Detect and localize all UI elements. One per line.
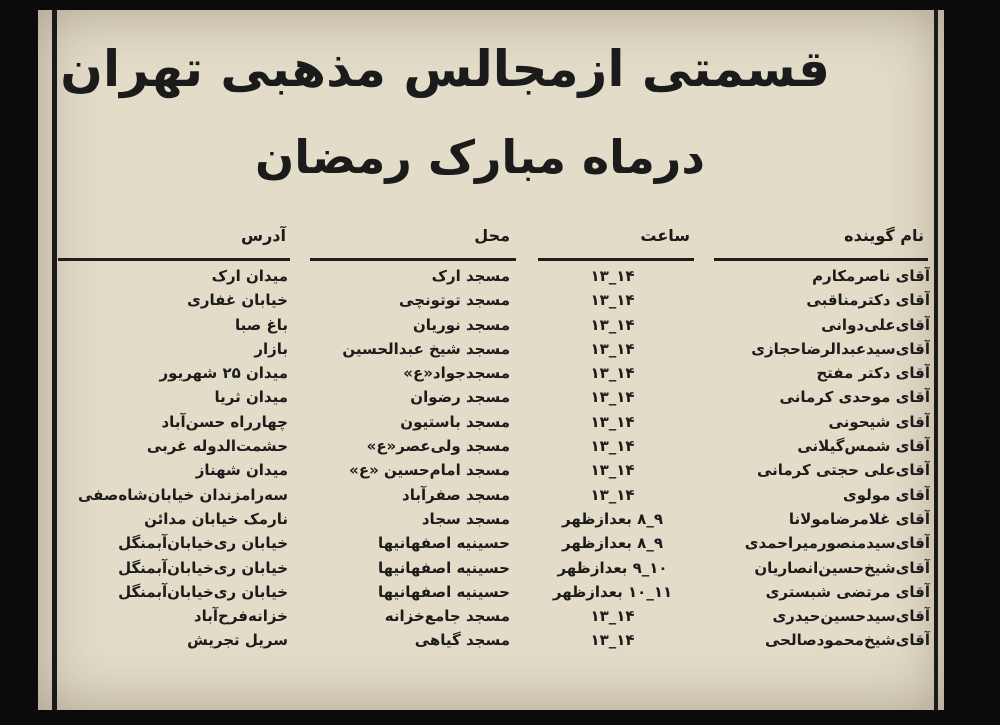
place-cell: مسجد رضوان (410, 388, 510, 407)
headline-line-1: قسمتی ازمجالس مذهبی تهران (60, 40, 830, 98)
column-header-address: آدرس (241, 226, 286, 245)
time-cell: ۱۴_۱۳ (590, 607, 635, 626)
table-row (0, 337, 1000, 361)
column-header-place: محل (474, 226, 510, 245)
address-cell: میدان شهناز (195, 461, 288, 480)
speaker-cell: آقای غلامرضامولانا (788, 509, 930, 528)
time-cell: ۱۴_۱۳ (590, 485, 635, 504)
address-cell: خیابان ری‌خیابان‌آبمنگل (118, 534, 288, 553)
schedule-table (0, 264, 1000, 653)
address-cell: چهارراه حسن‌آباد (161, 412, 288, 431)
header-underline-address (58, 258, 290, 261)
address-cell: خیابان ری‌خیابان‌آبمنگل (118, 558, 288, 577)
header-underline-place (310, 258, 516, 261)
speaker-cell: آقای دکترمناقبی (806, 291, 930, 310)
table-row (0, 385, 1000, 409)
speaker-cell: آقای مرتضی شبستری (765, 582, 930, 601)
place-cell: حسینیه اصفهانیها (377, 534, 510, 553)
address-cell: حشمت‌الدوله غربی (146, 437, 288, 456)
table-row (0, 410, 1000, 434)
place-cell: مسجد شیخ عبدالحسین (342, 339, 510, 358)
time-cell: ۱۱_۱۰ بعدازظهر (552, 582, 673, 601)
speaker-cell: آقای‌سیدحسین‌حیدری (772, 607, 930, 626)
place-cell: مسجد سجاد (421, 509, 510, 528)
speaker-cell: آقای‌شیخ‌محمودصالحی (764, 631, 930, 650)
speaker-cell: آقای‌سیدعبدالرضاحجازی (751, 339, 930, 358)
table-row (0, 458, 1000, 482)
table-row (0, 313, 1000, 337)
address-cell: میدان ارک (211, 267, 288, 285)
address-cell: خیابان ری‌خیابان‌آبمنگل (118, 582, 288, 601)
time-cell: ۹_۸ بعدازظهر (562, 534, 663, 553)
place-cell: مسجدجواد«ع» (403, 364, 510, 383)
speaker-cell: آقای دکتر مفتح (816, 364, 930, 383)
address-cell: نارمک خیابان مدائن (144, 509, 288, 528)
address-cell: بازار (254, 339, 288, 358)
speaker-cell: آقای‌علی‌دوانی (821, 315, 930, 334)
speaker-cell: آقای موحدی کرمانی (779, 388, 930, 407)
address-cell: سریل تجریش (187, 631, 288, 650)
headline-line-2: درماه مبارک رمضان (255, 130, 705, 184)
place-cell: حسینیه اصفهانیها (377, 582, 510, 601)
time-cell: ۹_۸ بعدازظهر (562, 509, 663, 528)
time-cell: ۱۴_۱۳ (590, 267, 635, 285)
speaker-cell: آقای ناصرمکارم (812, 267, 930, 285)
address-cell: خزانەفرح‌آباد (193, 607, 288, 626)
speaker-cell: آقای‌سیدمنصورمیراحمدی (744, 534, 930, 553)
place-cell: مسجد امام‌حسین «ع» (349, 461, 510, 480)
place-cell: مسجد باستیون (400, 412, 510, 431)
table-row (0, 628, 1000, 652)
time-cell: ۱۴_۱۳ (590, 461, 635, 480)
address-cell: باغ صبا (235, 315, 288, 334)
header-underline-time (538, 258, 694, 261)
column-header-time: ساعت (640, 226, 690, 245)
time-cell: ۱۴_۱۳ (590, 631, 635, 650)
address-cell: سەرامزندان خیابان‌شاەصفی (77, 485, 288, 504)
table-row (0, 580, 1000, 604)
address-cell: خیابان غفاری (187, 291, 288, 310)
table-row (0, 507, 1000, 531)
time-cell: ۱۴_۱۳ (590, 412, 635, 431)
place-cell: مسجد جامع‌خزانه (384, 607, 510, 626)
place-cell: حسینیه اصفهانیها (377, 558, 510, 577)
speaker-cell: آقای‌علی حجتی کرمانی (756, 461, 930, 480)
place-cell: مسجد ارک (431, 267, 510, 285)
table-row (0, 288, 1000, 312)
column-header-speaker: نام گوینده (844, 226, 924, 245)
place-cell: مسجد گیاهی (414, 631, 510, 650)
table-row (0, 361, 1000, 385)
time-cell: ۱۴_۱۳ (590, 388, 635, 407)
table-row (0, 531, 1000, 555)
address-cell: میدان ثریا (214, 388, 288, 407)
place-cell: مسجد صفرآباد (402, 485, 510, 504)
speaker-cell: آقای شیحونی (828, 412, 930, 431)
place-cell: مسجد توتونچی (399, 291, 510, 310)
table-row (0, 483, 1000, 507)
table-row (0, 604, 1000, 628)
time-cell: ۱۴_۱۳ (590, 339, 635, 358)
time-cell: ۱۴_۱۳ (590, 437, 635, 456)
header-underline-speaker (714, 258, 928, 261)
speaker-cell: آقای‌شیخ‌حسین‌انصاریان (754, 558, 930, 577)
time-cell: ۱۴_۱۳ (590, 291, 635, 310)
address-cell: میدان ۲۵ شهریور (159, 364, 288, 383)
place-cell: مسجد ولی‌عصر«ع» (366, 437, 510, 456)
speaker-cell: آقای مولوی (842, 485, 930, 504)
time-cell: ۱۰_۹ بعدازظهر (557, 558, 668, 577)
time-cell: ۱۴_۱۳ (590, 364, 635, 383)
speaker-cell: آقای شمس‌گیلانی (797, 437, 930, 456)
time-cell: ۱۴_۱۳ (590, 315, 635, 334)
table-row (0, 556, 1000, 580)
table-row (0, 264, 1000, 288)
table-row (0, 434, 1000, 458)
place-cell: مسجد نوریان (413, 315, 510, 334)
